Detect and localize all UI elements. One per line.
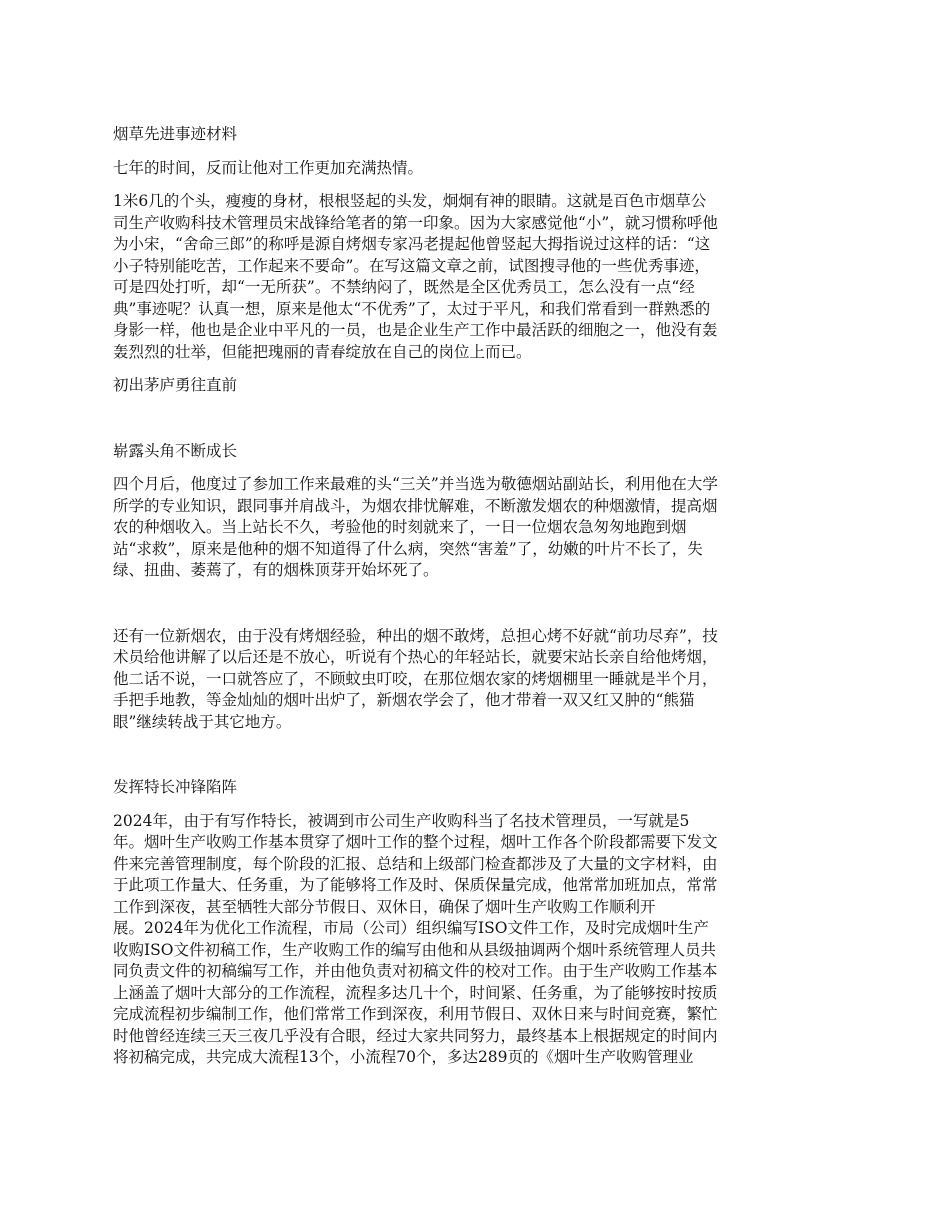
spacer (113, 179, 840, 191)
new-farmer-paragraph: 还有一位新烟农，由于没有烤烟经验，种出的烟不敢烤，总担心烤不好就“前功尽弃”，技 术员给他讲解了以后还是不放心，听说有个热心的年轻站长，就要宋站长亲自给他烤烟， 他二话不说，一口就答应了，不顾蚊虫叮咬，在那位烟农家的烤烟棚里一睡就是半个月， 手把手地教，等金灿灿的烟叶出炉了，新烟农学会了，他才带着一双又红又肿的“熊猫 眼”继续转战于其它地方。 (113, 626, 718, 731)
document-title: 烟草先进事迹材料 (113, 125, 238, 143)
spacer (113, 799, 840, 811)
spacer (113, 733, 840, 777)
section-heading-expertise: 发挥特长冲锋陷阵 (113, 778, 238, 796)
spacer (113, 363, 840, 375)
spacer (113, 462, 840, 474)
spacer (113, 582, 840, 626)
expertise-paragraph: 2024年，由于有写作特长，被调到市公司生产收购科当了名技术管理员，一写就是5 年。烟叶生产收购工作基本贯穿了烟叶工作的整个过程，烟叶工作各个阶段都需要下发文 件来完善管理制度，每个阶段的汇报、总结和上级部门检查都涉及了大量的文字材料，由 于此项工作量大、任务重，为了能够将工作及时、保质保量完成，他常常加班加点，常常 工作到深夜，甚至牺牲大部分节假日、双休日，确保了烟叶生产收购工作顺利开 展。2024年为优化工作流程，市局（公司）组织编写ISO文件工作，及时完成烟叶生产 收购ISO文件初稿工作，生产收购工作的编写由他和从县级抽调两个烟叶系统管理人员共 同负责文件的初稿编写工作，并由他负责对初稿文件的校对工作。由于生产收购工作基本 上涵盖了烟叶大部分的工作流程，流程多达几十个，时间紧、任务重，为了能够按时按质 完成流程初步编制工作，他们常常工作到深夜，利用节假日、双休日来与时间竞赛，繁忙 时他曾经连续三天三夜几乎没有合眼，经过大家共同努力，最终基本上根据规定的时间内 将初稿完成，共完成大流程13个，小流程70个，多达289页的《烟叶生产收购管理业 (113, 811, 718, 1066)
spacer (113, 397, 840, 441)
spacer (113, 146, 840, 158)
growth-paragraph: 四个月后，他度过了参加工作来最难的头“三关”并当选为敬德烟站副站长，利用他在大学 所学的专业知识，跟同事并肩战斗，为烟农排忧解难，不断激发烟农的种烟激情，提高烟 农的种烟收入。当上站长不久，考验他的时刻就来了，一日一位烟农急匆匆地跑到烟 站“求救”，原来是他种的烟不知道得了什么病，突然“害羞”了，幼嫩的叶片不长了，失 绿、扭曲、萎蔫了，有的烟株顶芽开始坏死了。 (113, 475, 718, 579)
intro-paragraph: 七年的时间，反而让他对工作更加充满热情。 (113, 158, 424, 177)
section-heading-growth: 崭露头角不断成长 (113, 441, 238, 460)
profile-paragraph: 1米6几的个头，瘦瘦的身材，根根竖起的头发，炯炯有神的眼睛。这就是百色市烟草公 司生产收购科技术管理员宋战锋给笔者的第一印象。因为大家感觉他“小”，就习惯称呼他 为小宋，“舍命三郎”的称呼是源自烤烟专家冯老提起他曾竖起大拇指说过这样的话：“这 小子特别能吃苦，工作起来不要命”。在写这篇文章之前，试图搜寻他的一些优秀事迹， 可是四处打听，却“一无所获”。不禁纳闷了，既然是全区优秀员工，怎么没有一点“经 典”事迹呢？认真一想，原来是他太“不优秀”了，太过于平凡，和我们常看到一群熟悉的 身影一样，他也是企业中平凡的一员，也是企业生产工作中最活跃的细胞之一，他没有轰 轰烈烈的壮举，但能把瑰丽的青春绽放在自己的岗位上而已。 (113, 192, 718, 361)
document-page (113, 124, 840, 1069)
section-heading-start: 初出茅庐勇往直前 (113, 376, 238, 394)
